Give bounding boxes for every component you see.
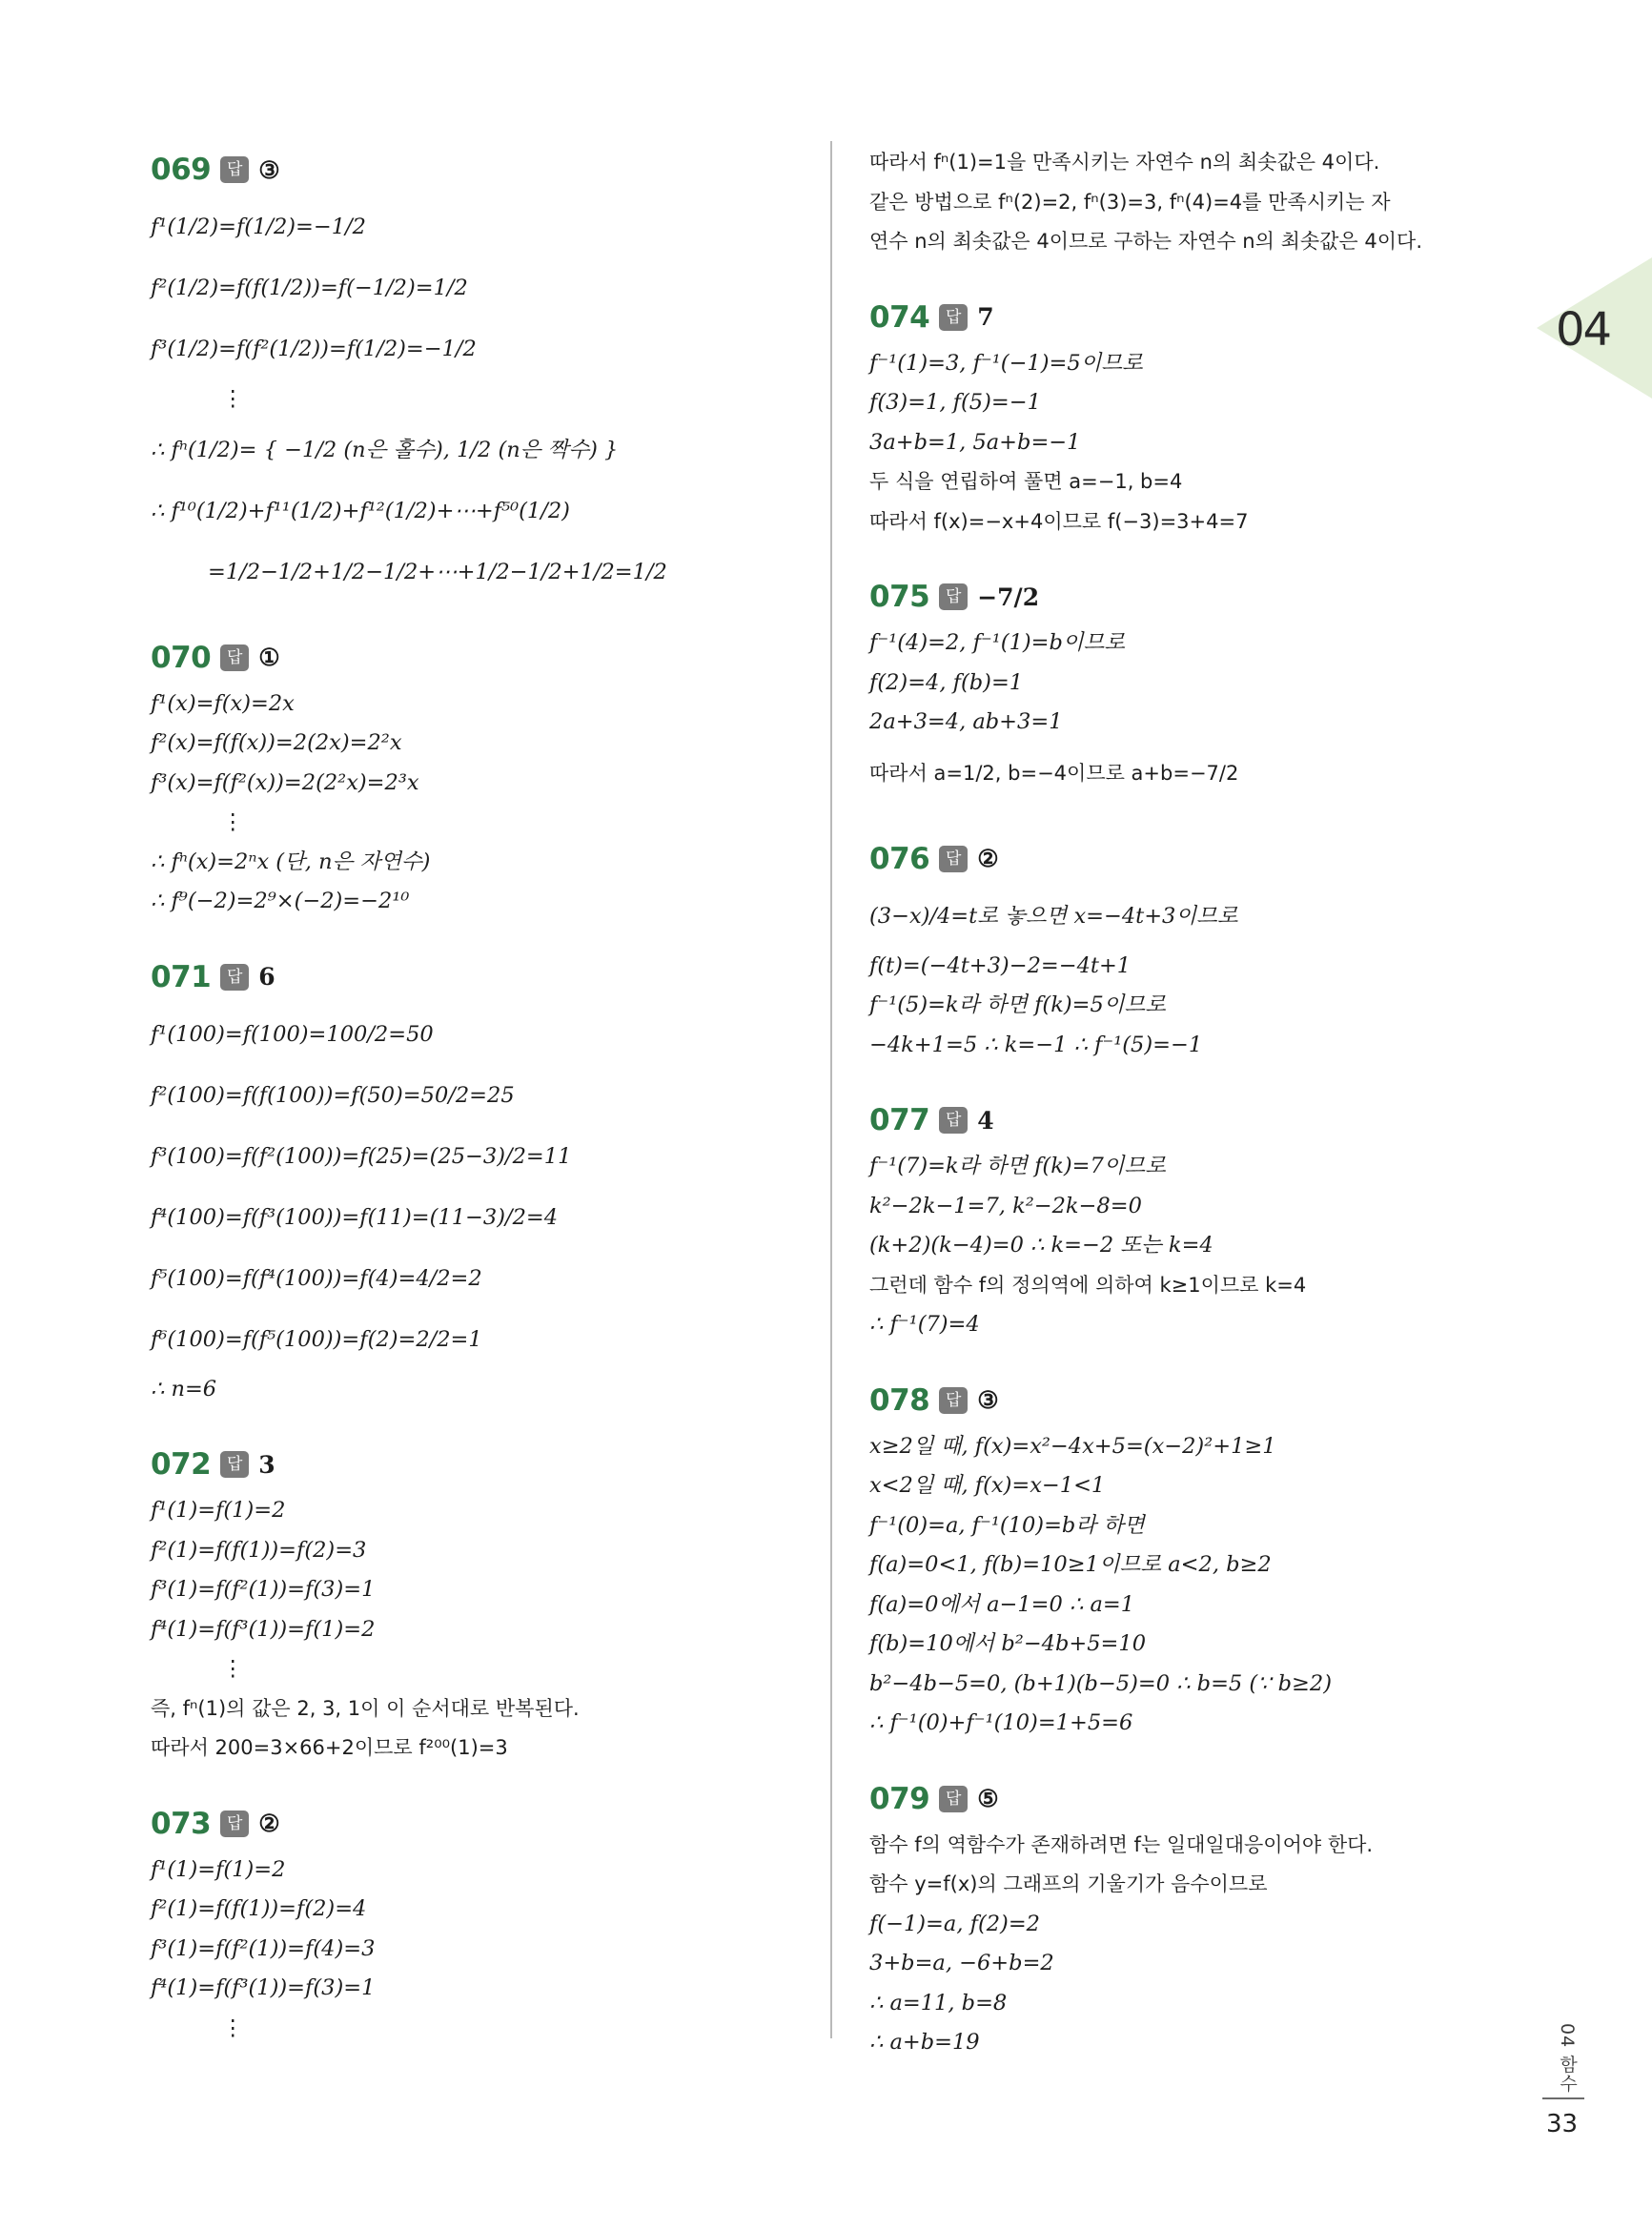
solution-line: ⋮ [222, 1656, 244, 1681]
answer-badge: 답 [220, 1811, 249, 1837]
page-number: 33 [1546, 2110, 1579, 2138]
solution-line: x≥2일 때, f(x)=x²−4x+5=(x−2)²+1≥1 [869, 1433, 1276, 1459]
solution-line: 2a+3=4, ab+3=1 [869, 709, 1063, 734]
problem-number: 074 [869, 299, 930, 335]
answer-value: 4 [977, 1106, 994, 1135]
answer-value: ① [258, 644, 280, 671]
problem-number: 077 [869, 1103, 930, 1137]
answer-badge: 답 [220, 156, 249, 183]
answer-badge: 답 [939, 1107, 968, 1134]
solution-line: f³(100)=f(f²(100))=f(25)=(25−3)/2=11 [151, 1143, 572, 1169]
solution-line: 따라서 200=3×66+2이므로 f²⁰⁰(1)=3 [151, 1736, 508, 1759]
solution-line: f(3)=1, f(5)=−1 [869, 390, 1041, 415]
solution-line: 즉, fⁿ(1)의 값은 2, 3, 1이 이 순서대로 반복된다. [151, 1696, 580, 1720]
solution-line: f(−1)=a, f(2)=2 [869, 1911, 1040, 1936]
solution-header [151, 1438, 818, 1491]
solution-header [151, 631, 818, 685]
solution-line: f⁻¹(7)=k라 하면 f(k)=7이므로 [869, 1154, 1166, 1178]
solution-line: f³(x)=f(f²(x))=2(2²x)=2³x [151, 769, 419, 795]
solution-block [869, 570, 1537, 804]
solution-line: (k+2)(k−4)=0 ∴ k=−2 또는 k=4 [869, 1233, 1214, 1258]
problem-number: 073 [151, 1806, 212, 1841]
answer-badge: 답 [939, 846, 968, 872]
solution-line: ⋮ [222, 809, 244, 834]
solution-line: f⁻¹(4)=2, f⁻¹(1)=b이므로 [869, 630, 1126, 655]
solution-line: 따라서 a=1/2, b=−4이므로 a+b=−7/2 [869, 761, 1239, 785]
answer-value: ③ [977, 1386, 999, 1414]
chapter-tab-label: 04 [1556, 303, 1611, 357]
solution-header [151, 951, 818, 1004]
solution-block [869, 832, 1537, 1066]
solution-line: f(b)=10에서 b²−4b+5=10 [869, 1631, 1147, 1656]
solution-line: f⁻¹(0)=a, f⁻¹(10)=b라 하면 [869, 1512, 1145, 1538]
solution-line: f³(1)=f(f²(1))=f(4)=3 [151, 1935, 376, 1961]
solution-line: 두 식을 연립하여 풀면 a=−1, b=4 [869, 470, 1183, 493]
answer-value: −7/2 [977, 583, 1040, 611]
answer-badge: 답 [220, 1451, 249, 1478]
solution-line: f(a)=0<1, f(b)=10≥1이므로 a<2, b≥2 [869, 1552, 1272, 1577]
answer-value: 7 [977, 303, 994, 331]
solution-line: 함수 f의 역함수가 존재하려면 f는 일대일대응이어야 한다. [869, 1832, 1374, 1856]
footer-rule [1542, 2097, 1584, 2099]
solution-block [151, 143, 818, 603]
solution-line: ⋮ [222, 2015, 244, 2040]
solution-line: f¹(1)=f(1)=2 [151, 1498, 286, 1523]
solution-line: f⁴(100)=f(f³(100))=f(11)=(11−3)/2=4 [151, 1204, 559, 1230]
right-column [869, 143, 1537, 2092]
solution-line: ∴ a+b=19 [869, 2030, 980, 2055]
solution-line: f⁴(1)=f(f³(1))=f(1)=2 [151, 1616, 376, 1642]
solution-line: f²(1)=f(f(1))=f(2)=4 [151, 1896, 367, 1921]
solution-line: f²(100)=f(f(100))=f(50)=50/2=25 [151, 1082, 515, 1108]
answer-badge: 답 [939, 1786, 968, 1812]
solution-line: f(a)=0에서 a−1=0 ∴ a=1 [869, 1591, 1135, 1617]
problem-number: 079 [869, 1781, 930, 1816]
column-divider [830, 141, 832, 2038]
solution-line: f⁵(100)=f(f⁴(100))=f(4)=4/2=2 [151, 1265, 482, 1291]
solution-header [869, 1772, 1537, 1826]
answer-value: 3 [258, 1450, 275, 1479]
solution-line: 연수 n의 최솟값은 4이므로 구하는 자연수 n의 최솟값은 4이다. [869, 230, 1422, 253]
problem-number: 075 [869, 580, 930, 614]
solution-header [869, 1374, 1537, 1427]
solution-line: 3a+b=1, 5a+b=−1 [869, 429, 1081, 455]
solution-block [869, 1374, 1537, 1744]
answer-badge: 답 [939, 304, 968, 331]
solution-block [869, 1772, 1537, 2063]
solution-line: ⋮ [222, 386, 244, 411]
answer-value: ② [977, 845, 999, 872]
solution-line: ∴ f⁻¹(0)+f⁻¹(10)=1+5=6 [869, 1710, 1133, 1735]
solution-line: 3+b=a, −6+b=2 [869, 1951, 1054, 1975]
solution-line: f³(1/2)=f(f²(1/2))=f(1/2)=−1/2 [151, 337, 477, 361]
answer-badge: 답 [220, 644, 249, 671]
solution-line: ∴ n=6 [151, 1376, 217, 1401]
solution-line: 그런데 함수 f의 정의역에 의하여 k≥1이므로 k=4 [869, 1273, 1307, 1297]
chapter-title: 04 함수 [1557, 2023, 1578, 2094]
solution-block [151, 1438, 818, 1769]
left-column [151, 143, 818, 2077]
problem-number: 069 [151, 153, 212, 187]
solution-header [869, 291, 1537, 344]
solution-line: f³(1)=f(f²(1))=f(3)=1 [151, 1577, 376, 1602]
solution-block [869, 143, 1537, 262]
solution-header [151, 1797, 818, 1851]
solution-line: f²(1)=f(f(1))=f(2)=3 [151, 1537, 367, 1563]
solution-line: −4k+1=5 ∴ k=−1 ∴ f⁻¹(5)=−1 [869, 1032, 1203, 1057]
solution-line: =1/2−1/2+1/2−1/2+⋯+1/2−1/2+1/2=1/2 [208, 559, 667, 584]
problem-number: 076 [869, 841, 930, 876]
solution-line: f¹(1/2)=f(1/2)=−1/2 [151, 215, 366, 239]
solution-header [869, 570, 1537, 624]
solution-line: 따라서 fⁿ(1)=1을 만족시키는 자연수 n의 최솟값은 4이다. [869, 151, 1380, 174]
solution-line: 같은 방법으로 fⁿ(2)=2, fⁿ(3)=3, fⁿ(4)=4를 만족시키는 자 [869, 190, 1391, 214]
answer-badge: 답 [220, 964, 249, 991]
solution-line: ∴ f¹⁰(1/2)+f¹¹(1/2)+f¹²(1/2)+⋯+f⁵⁰(1/2) [151, 498, 570, 523]
solution-header [869, 1094, 1537, 1147]
solution-line: x<2일 때, f(x)=x−1<1 [869, 1473, 1106, 1498]
solution-line: 따라서 f(x)=−x+4이므로 f(−3)=3+4=7 [869, 509, 1249, 533]
solution-line: f¹(100)=f(100)=100/2=50 [151, 1021, 434, 1047]
solution-block [869, 291, 1537, 542]
solution-line: f⁻¹(5)=k라 하면 f(k)=5이므로 [869, 992, 1166, 1017]
solution-line: f⁻¹(1)=3, f⁻¹(−1)=5이므로 [869, 350, 1143, 376]
solution-header [151, 143, 818, 196]
answer-badge: 답 [939, 583, 968, 610]
answer-value: ⑤ [977, 1785, 999, 1812]
solution-line: f²(x)=f(f(x))=2(2x)=2²x [151, 730, 402, 755]
problem-number: 070 [151, 640, 212, 675]
solution-line: f²(1/2)=f(f(1/2))=f(−1/2)=1/2 [151, 276, 468, 300]
solution-line: 함수 y=f(x)의 그래프의 기울기가 음수이므로 [869, 1872, 1268, 1895]
answer-value: ③ [258, 155, 280, 184]
answer-value: ② [258, 1810, 280, 1837]
solution-line: k²−2k−1=7, k²−2k−8=0 [869, 1193, 1142, 1218]
solution-line: ∴ f⁹(−2)=2⁹×(−2)=−2¹⁰ [151, 889, 410, 913]
solution-line: b²−4b−5=0, (b+1)(b−5)=0 ∴ b=5 (∵ b≥2) [869, 1670, 1332, 1696]
solution-line: f⁶(100)=f(f⁵(100))=f(2)=2/2=1 [151, 1326, 482, 1352]
problem-number: 072 [151, 1447, 212, 1482]
solution-line: ∴ a=11, b=8 [869, 1990, 1008, 2015]
solution-line: ∴ f⁻¹(7)=4 [869, 1312, 980, 1337]
solution-line: f(2)=4, f(b)=1 [869, 669, 1024, 695]
solution-line: f¹(x)=f(x)=2x [151, 690, 295, 716]
solution-line: (3−x)/4=t로 놓으면 x=−4t+3이므로 [869, 903, 1238, 929]
problem-number: 078 [869, 1382, 930, 1418]
problem-number: 071 [151, 959, 212, 994]
solution-block [151, 1797, 818, 2049]
solution-block [869, 1094, 1537, 1345]
solution-line: ∴ fⁿ(1/2)= { −1/2 (n은 홀수), 1/2 (n은 짝수) } [151, 437, 619, 462]
answer-value: 6 [258, 963, 275, 991]
answer-badge: 답 [939, 1387, 968, 1414]
solution-line: f⁴(1)=f(f³(1))=f(3)=1 [151, 1975, 376, 2000]
solution-header [869, 832, 1537, 886]
solution-block [151, 951, 818, 1410]
solution-line: ∴ fⁿ(x)=2ⁿx (단, n은 자연수) [151, 849, 431, 874]
solution-line: f¹(1)=f(1)=2 [151, 1856, 286, 1882]
solution-line: f(t)=(−4t+3)−2=−4t+1 [869, 952, 1132, 978]
solution-block [151, 631, 818, 922]
